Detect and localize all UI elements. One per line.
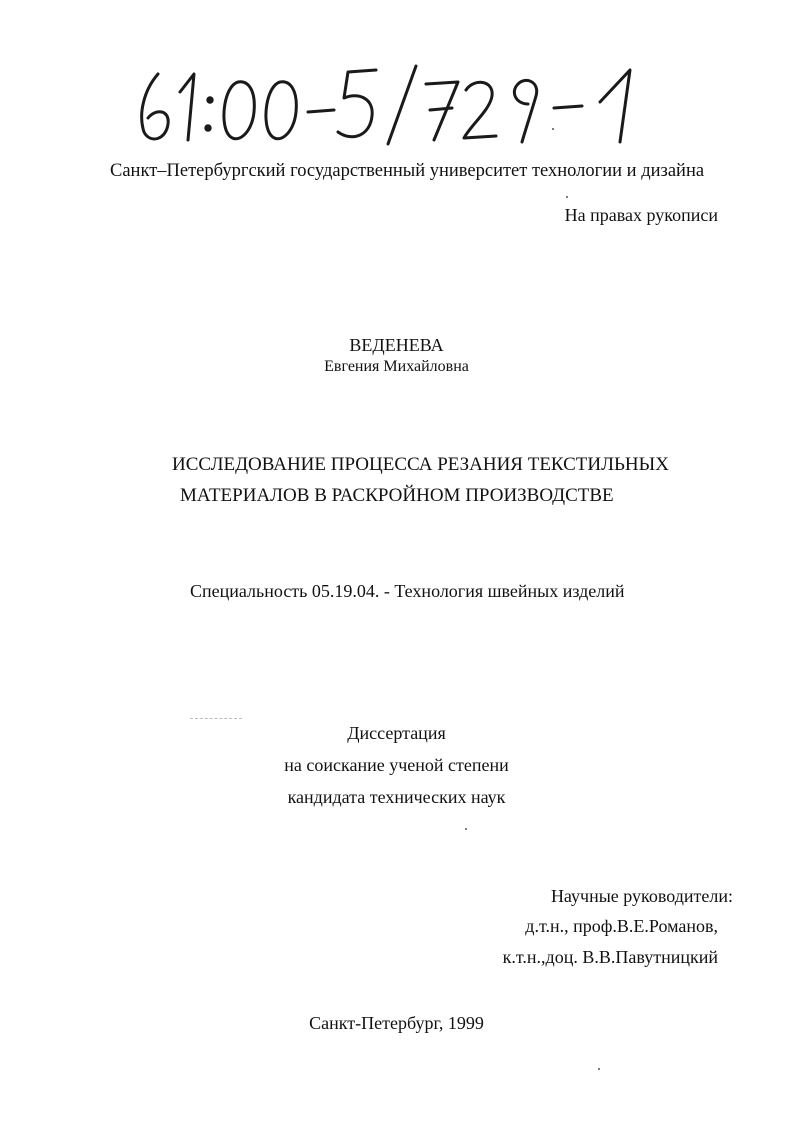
scan-speck — [465, 828, 467, 830]
scan-mark — [190, 718, 242, 719]
dissertation-degree: кандидата технических наук — [287, 787, 506, 807]
scan-speck — [552, 128, 554, 130]
author-surname: ВЕДЕНЕВА — [349, 335, 444, 355]
scan-speck — [566, 196, 568, 198]
scan-speck — [598, 1068, 600, 1070]
dissertation-label: Диссертация — [347, 723, 446, 743]
manuscript-rights-note: На правах рукописи — [564, 205, 718, 225]
supervisor-1: д.т.н., проф.В.Е.Романов, — [525, 916, 718, 936]
title-line-2: МАТЕРИАЛОВ В РАСКРОЙНОМ ПРОИЗВОДСТВЕ — [180, 485, 614, 506]
dissertation-purpose: на соискание ученой степени — [284, 755, 509, 775]
supervisor-2: к.т.н.,доц. В.В.Павутницкий — [502, 947, 718, 967]
supervisors-heading: Научные руководители: — [550, 886, 733, 906]
author-name: Евгения Михайловна — [324, 358, 469, 375]
university-name: Санкт–Петербургский государственный университет технологии и дизайна — [110, 161, 705, 181]
city-year: Санкт-Петербург, 1999 — [309, 1013, 484, 1033]
handwritten-archive-code — [130, 52, 650, 147]
specialty: Специальность 05.19.04. - Технология швейных изделий — [190, 581, 625, 601]
title-line-1: ИССЛЕДОВАНИЕ ПРОЦЕССА РЕЗАНИЯ ТЕКСТИЛЬНЫХ — [172, 454, 669, 475]
